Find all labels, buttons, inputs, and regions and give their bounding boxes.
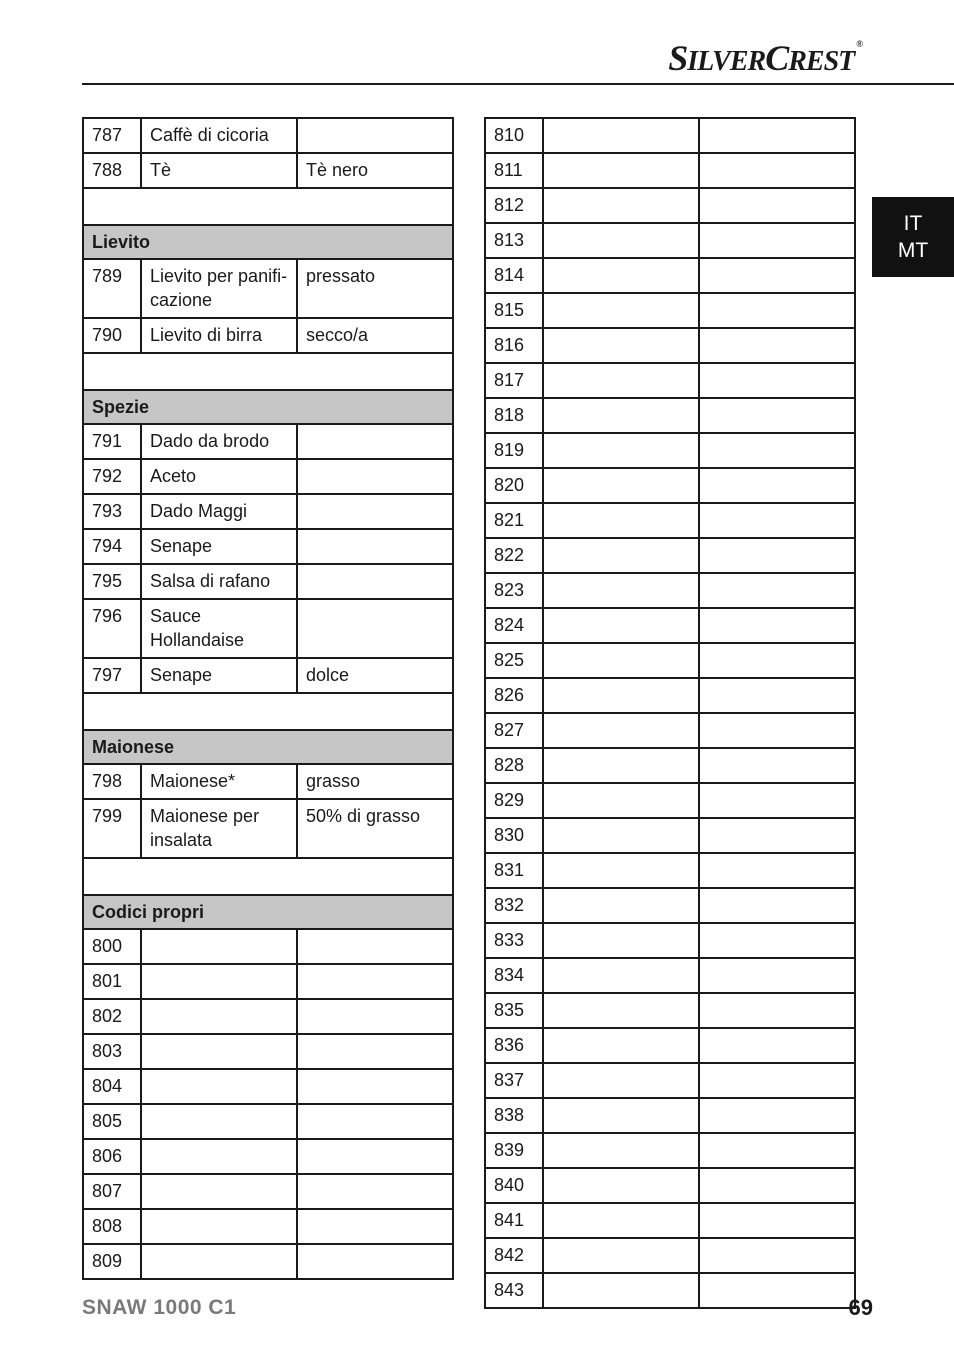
description-cell	[543, 643, 699, 678]
code-cell: 789	[83, 259, 141, 318]
description-cell: Senape	[141, 658, 297, 693]
blank-row	[83, 693, 453, 730]
description-cell: Caffè di cicoria	[141, 118, 297, 153]
note-cell	[699, 643, 855, 678]
table-row	[485, 783, 855, 818]
description-cell	[543, 1063, 699, 1098]
note-cell	[699, 503, 855, 538]
table-row	[485, 328, 855, 363]
note-cell	[699, 678, 855, 713]
note-cell	[699, 223, 855, 258]
description-cell: Senape	[141, 529, 297, 564]
brand-part-2: REST	[788, 46, 855, 77]
description-cell	[543, 993, 699, 1028]
note-cell: pressato	[297, 259, 453, 318]
description-cell	[543, 363, 699, 398]
note-cell	[699, 748, 855, 783]
code-cell: 790	[83, 318, 141, 353]
table-row	[83, 599, 453, 658]
table-row	[485, 503, 855, 538]
description-cell	[141, 1104, 297, 1139]
code-cell: 819	[485, 433, 543, 468]
note-cell	[297, 424, 453, 459]
note-cell	[297, 118, 453, 153]
table-row	[485, 1133, 855, 1168]
description-cell	[141, 1209, 297, 1244]
note-cell	[297, 999, 453, 1034]
code-cell: 822	[485, 538, 543, 573]
description-cell: Dado da brodo	[141, 424, 297, 459]
table-row	[485, 853, 855, 888]
table-row	[83, 1209, 453, 1244]
code-cell: 825	[485, 643, 543, 678]
table-row	[83, 529, 453, 564]
note-cell	[297, 599, 453, 658]
note-cell	[699, 1238, 855, 1273]
note-cell	[297, 1034, 453, 1069]
table-row	[485, 258, 855, 293]
code-cell: 792	[83, 459, 141, 494]
code-cell: 800	[83, 929, 141, 964]
blank-row	[83, 188, 453, 225]
note-cell	[297, 1244, 453, 1279]
note-cell	[297, 1174, 453, 1209]
description-cell	[141, 1034, 297, 1069]
table-row	[485, 748, 855, 783]
table-row	[83, 764, 453, 799]
description-cell	[543, 503, 699, 538]
table-row	[485, 433, 855, 468]
description-cell	[543, 1273, 699, 1308]
table-row	[83, 1034, 453, 1069]
code-cell: 809	[83, 1244, 141, 1279]
table-row	[83, 1104, 453, 1139]
description-cell	[141, 1139, 297, 1174]
code-cell: 813	[485, 223, 543, 258]
table-row	[83, 424, 453, 459]
table-row	[485, 1098, 855, 1133]
code-cell: 839	[485, 1133, 543, 1168]
table-row	[485, 363, 855, 398]
blank-cell	[83, 353, 453, 390]
code-cell: 837	[485, 1063, 543, 1098]
table-row	[83, 1174, 453, 1209]
section-header-row	[83, 390, 453, 424]
description-cell	[543, 258, 699, 293]
description-cell: Lievito per panifi-cazione	[141, 259, 297, 318]
code-cell: 798	[83, 764, 141, 799]
note-cell	[297, 1069, 453, 1104]
note-cell	[297, 1209, 453, 1244]
note-cell	[699, 888, 855, 923]
description-cell	[543, 468, 699, 503]
code-cell: 840	[485, 1168, 543, 1203]
code-cell: 802	[83, 999, 141, 1034]
note-cell	[699, 258, 855, 293]
footer-page-number: 69	[848, 1295, 873, 1320]
note-cell	[699, 1133, 855, 1168]
description-cell	[141, 1244, 297, 1279]
note-cell	[699, 573, 855, 608]
description-cell	[141, 999, 297, 1034]
table-row	[485, 888, 855, 923]
note-cell: grasso	[297, 764, 453, 799]
table-row	[83, 259, 453, 318]
code-cell: 807	[83, 1174, 141, 1209]
description-cell	[543, 573, 699, 608]
code-cell: 793	[83, 494, 141, 529]
table-row	[485, 958, 855, 993]
description-cell	[543, 888, 699, 923]
food-code-table-left	[82, 117, 454, 1280]
description-cell	[141, 964, 297, 999]
table-row	[83, 1139, 453, 1174]
table-row	[485, 818, 855, 853]
note-cell	[699, 1273, 855, 1308]
description-cell: Sauce Hollandaise	[141, 599, 297, 658]
table-row	[485, 398, 855, 433]
note-cell	[699, 1168, 855, 1203]
code-cell: 817	[485, 363, 543, 398]
note-cell	[699, 328, 855, 363]
description-cell	[543, 923, 699, 958]
table-row	[485, 1273, 855, 1308]
code-cell: 831	[485, 853, 543, 888]
table-row	[485, 468, 855, 503]
table-row	[485, 538, 855, 573]
table-row	[83, 564, 453, 599]
note-cell: 50% di grasso	[297, 799, 453, 858]
description-cell	[141, 929, 297, 964]
note-cell	[297, 529, 453, 564]
footer-model-name: SNAW 1000 C1	[82, 1296, 237, 1319]
description-cell: Lievito di birra	[141, 318, 297, 353]
table-row	[83, 459, 453, 494]
code-cell: 816	[485, 328, 543, 363]
note-cell	[699, 783, 855, 818]
note-cell	[699, 363, 855, 398]
code-cell: 795	[83, 564, 141, 599]
code-cell: 834	[485, 958, 543, 993]
section-header-row	[83, 225, 453, 259]
code-cell: 838	[485, 1098, 543, 1133]
table-row	[83, 658, 453, 693]
description-cell: Dado Maggi	[141, 494, 297, 529]
description-cell	[543, 1133, 699, 1168]
brand-initial-2: C	[765, 38, 789, 78]
note-cell: secco/a	[297, 318, 453, 353]
description-cell	[543, 1168, 699, 1203]
note-cell: dolce	[297, 658, 453, 693]
code-cell: 797	[83, 658, 141, 693]
blank-row	[83, 353, 453, 390]
blank-cell	[83, 858, 453, 895]
table-row	[83, 799, 453, 858]
description-cell	[543, 328, 699, 363]
section-header: Codici propri	[83, 895, 453, 929]
description-cell: Maionese*	[141, 764, 297, 799]
note-cell	[699, 293, 855, 328]
code-cell: 796	[83, 599, 141, 658]
code-cell: 842	[485, 1238, 543, 1273]
note-cell	[699, 818, 855, 853]
code-cell: 833	[485, 923, 543, 958]
description-cell	[543, 818, 699, 853]
brand-initial-1: S	[668, 38, 688, 78]
code-cell: 812	[485, 188, 543, 223]
description-cell: Aceto	[141, 459, 297, 494]
blank-row	[83, 858, 453, 895]
code-cell: 829	[485, 783, 543, 818]
description-cell	[543, 713, 699, 748]
description-cell	[543, 678, 699, 713]
table-row	[485, 153, 855, 188]
description-cell	[543, 188, 699, 223]
section-header: Lievito	[83, 225, 453, 259]
note-cell	[699, 468, 855, 503]
description-cell	[543, 958, 699, 993]
description-cell	[543, 1203, 699, 1238]
brand-logo	[668, 40, 862, 76]
table-row	[83, 494, 453, 529]
table-row	[485, 1063, 855, 1098]
description-cell	[543, 853, 699, 888]
code-cell: 826	[485, 678, 543, 713]
registered-mark: ®	[856, 39, 862, 49]
description-cell	[543, 153, 699, 188]
table-row	[485, 188, 855, 223]
code-cell: 814	[485, 258, 543, 293]
blank-cell	[83, 693, 453, 730]
code-cell: 794	[83, 529, 141, 564]
code-cell: 841	[485, 1203, 543, 1238]
table-row	[83, 118, 453, 153]
note-cell	[297, 494, 453, 529]
note-cell	[699, 433, 855, 468]
description-cell	[543, 118, 699, 153]
note-cell	[699, 608, 855, 643]
note-cell	[297, 1104, 453, 1139]
note-cell: Tè nero	[297, 153, 453, 188]
code-cell: 830	[485, 818, 543, 853]
code-cell: 818	[485, 398, 543, 433]
table-row	[83, 318, 453, 353]
table-row	[485, 993, 855, 1028]
note-cell	[297, 964, 453, 999]
table-row	[485, 1028, 855, 1063]
code-cell: 827	[485, 713, 543, 748]
description-cell	[543, 783, 699, 818]
code-cell: 787	[83, 118, 141, 153]
note-cell	[699, 1203, 855, 1238]
table-row	[83, 929, 453, 964]
description-cell	[543, 293, 699, 328]
code-cell: 791	[83, 424, 141, 459]
code-cell: 810	[485, 118, 543, 153]
table-row	[485, 1168, 855, 1203]
language-code-it: IT	[903, 212, 923, 235]
note-cell	[699, 958, 855, 993]
note-cell	[297, 459, 453, 494]
description-cell	[543, 223, 699, 258]
code-cell: 801	[83, 964, 141, 999]
table-row	[83, 964, 453, 999]
note-cell	[297, 1139, 453, 1174]
language-code-mt: MT	[897, 239, 929, 262]
code-cell: 823	[485, 573, 543, 608]
description-cell	[141, 1174, 297, 1209]
section-header: Spezie	[83, 390, 453, 424]
table-row	[485, 1203, 855, 1238]
description-cell	[543, 1098, 699, 1133]
table-row	[83, 1069, 453, 1104]
food-code-table-right	[484, 117, 856, 1309]
code-cell: 835	[485, 993, 543, 1028]
code-cell: 788	[83, 153, 141, 188]
note-cell	[699, 923, 855, 958]
code-cell: 803	[83, 1034, 141, 1069]
section-header-row	[83, 730, 453, 764]
table-row	[485, 608, 855, 643]
note-cell	[699, 538, 855, 573]
note-cell	[699, 853, 855, 888]
description-cell: Salsa di rafano	[141, 564, 297, 599]
table-row	[485, 118, 855, 153]
code-cell: 804	[83, 1069, 141, 1104]
table-row	[485, 678, 855, 713]
code-cell: 811	[485, 153, 543, 188]
description-cell	[543, 748, 699, 783]
description-cell	[141, 1069, 297, 1104]
code-cell: 820	[485, 468, 543, 503]
code-cell: 805	[83, 1104, 141, 1139]
description-cell	[543, 1028, 699, 1063]
note-cell	[297, 564, 453, 599]
note-cell	[699, 1098, 855, 1133]
code-cell: 806	[83, 1139, 141, 1174]
description-cell: Maionese per insalata	[141, 799, 297, 858]
note-cell	[699, 118, 855, 153]
table-row	[485, 223, 855, 258]
note-cell	[699, 993, 855, 1028]
table-row	[485, 643, 855, 678]
description-cell	[543, 608, 699, 643]
code-cell: 815	[485, 293, 543, 328]
table-row	[83, 999, 453, 1034]
table-row	[485, 923, 855, 958]
table-row	[485, 293, 855, 328]
note-cell	[699, 188, 855, 223]
section-header-row	[83, 895, 453, 929]
description-cell	[543, 433, 699, 468]
code-cell: 836	[485, 1028, 543, 1063]
note-cell	[297, 929, 453, 964]
code-cell: 824	[485, 608, 543, 643]
table-row	[485, 713, 855, 748]
description-cell: Tè	[141, 153, 297, 188]
code-cell: 843	[485, 1273, 543, 1308]
table-row	[83, 1244, 453, 1279]
description-cell	[543, 538, 699, 573]
note-cell	[699, 1028, 855, 1063]
brand-part-1: ILVER	[687, 46, 766, 77]
section-header: Maionese	[83, 730, 453, 764]
language-tab	[872, 197, 954, 277]
note-cell	[699, 153, 855, 188]
code-cell: 832	[485, 888, 543, 923]
blank-cell	[83, 188, 453, 225]
header-rule	[82, 83, 954, 85]
code-cell: 799	[83, 799, 141, 858]
code-cell: 821	[485, 503, 543, 538]
table-row	[83, 153, 453, 188]
description-cell	[543, 1238, 699, 1273]
table-row	[485, 1238, 855, 1273]
note-cell	[699, 1063, 855, 1098]
description-cell	[543, 398, 699, 433]
code-cell: 828	[485, 748, 543, 783]
code-cell: 808	[83, 1209, 141, 1244]
note-cell	[699, 398, 855, 433]
note-cell	[699, 713, 855, 748]
table-row	[485, 573, 855, 608]
